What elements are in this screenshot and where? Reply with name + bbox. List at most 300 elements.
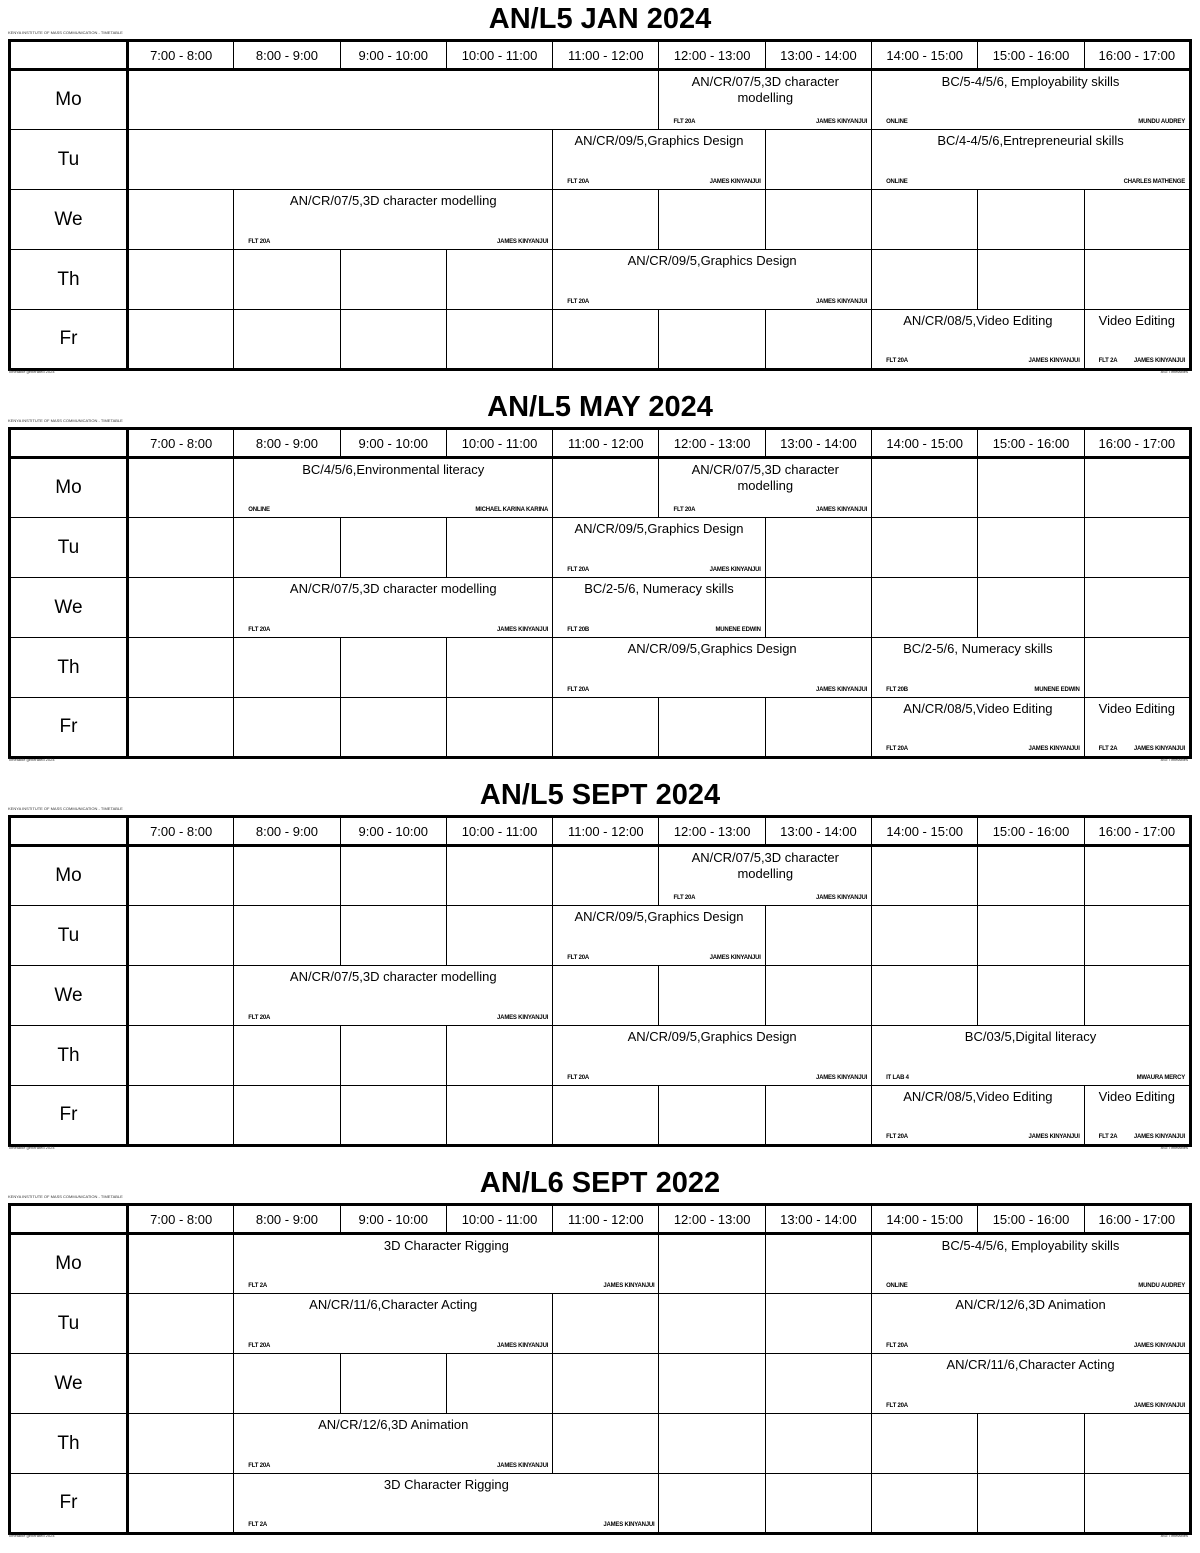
empty-slot bbox=[340, 518, 446, 578]
lesson-teacher: JAMES KINYANJUI bbox=[709, 567, 761, 573]
time-slot-header: 15:00 - 16:00 bbox=[978, 429, 1084, 458]
lesson-room: FLT 20A bbox=[886, 358, 908, 364]
time-slot-header: 14:00 - 15:00 bbox=[872, 41, 978, 70]
empty-slot bbox=[234, 250, 340, 310]
day-label: We bbox=[10, 578, 128, 638]
lesson-teacher: JAMES KINYANJUI bbox=[1133, 1343, 1185, 1349]
time-slot-header: 8:00 - 9:00 bbox=[234, 1205, 340, 1234]
lesson-subject: Video Editing bbox=[1098, 1089, 1176, 1104]
day-row bbox=[10, 518, 1191, 578]
empty-slot bbox=[553, 698, 659, 758]
empty-slot bbox=[553, 310, 659, 370]
lesson-teacher: JAMES KINYANJUI bbox=[1028, 358, 1080, 364]
lesson-room: FLT 20A bbox=[248, 1343, 271, 1349]
lesson-subject: AN/CR/09/5,Graphics Design bbox=[627, 253, 797, 268]
lesson-subject: AN/CR/11/6,Character Acting bbox=[946, 1357, 1115, 1372]
lesson-subject: AN/CR/11/6,Character Acting bbox=[309, 1297, 478, 1312]
time-slot-header: 12:00 - 13:00 bbox=[659, 41, 765, 70]
empty-slot bbox=[446, 518, 552, 578]
empty-slot bbox=[659, 310, 765, 370]
time-slot-header: 11:00 - 12:00 bbox=[553, 41, 659, 70]
lesson-teacher: JAMES KINYANJUI bbox=[1133, 1134, 1185, 1140]
lesson-teacher: JAMES KINYANJUI bbox=[709, 955, 761, 961]
day-row bbox=[10, 250, 1191, 310]
lesson-cell[interactable] bbox=[872, 130, 1191, 190]
empty-slot bbox=[553, 1354, 659, 1414]
lesson-subject: AN/CR/07/5,3D character modelling bbox=[289, 969, 497, 984]
timetable-title: AN/L6 SEPT 2022 bbox=[479, 1167, 721, 1199]
empty-slot bbox=[872, 846, 978, 906]
empty-slot bbox=[978, 578, 1084, 638]
empty-slot bbox=[978, 518, 1084, 578]
empty-slot bbox=[553, 458, 659, 518]
lesson-subject: Video Editing bbox=[1098, 701, 1176, 716]
empty-slot bbox=[446, 1354, 552, 1414]
empty-slot bbox=[765, 698, 871, 758]
empty-slot bbox=[978, 458, 1084, 518]
empty-slot bbox=[1084, 578, 1190, 638]
day-row bbox=[10, 1026, 1191, 1086]
lesson-teacher: JAMES KINYANJUI bbox=[1028, 746, 1080, 752]
empty-slot bbox=[765, 578, 871, 638]
day-label: Tu bbox=[10, 1294, 128, 1354]
empty-slot bbox=[1084, 906, 1190, 966]
timetable-block bbox=[0, 0, 1200, 380]
time-slot-header: 16:00 - 17:00 bbox=[1084, 429, 1190, 458]
lesson-subject: AN/CR/09/5,Graphics Design bbox=[574, 909, 744, 924]
empty-slot bbox=[1084, 250, 1190, 310]
lesson-teacher: JAMES KINYANJUI bbox=[1133, 358, 1185, 364]
empty-slot bbox=[234, 906, 340, 966]
empty-slot bbox=[1084, 638, 1190, 698]
empty-slot bbox=[659, 1086, 765, 1146]
lesson-room: ONLINE bbox=[886, 119, 908, 125]
empty-slot bbox=[128, 1354, 234, 1414]
empty-slot bbox=[978, 906, 1084, 966]
footer-generated-note: Timetable generated 2024 bbox=[8, 369, 55, 374]
lesson-cell[interactable] bbox=[659, 458, 872, 518]
empty-slot bbox=[659, 1234, 765, 1294]
lesson-room: FLT 20A bbox=[886, 1134, 908, 1140]
lesson-subject: AN/CR/07/5,3D character modelling bbox=[691, 74, 839, 105]
lesson-room: FLT 20A bbox=[567, 955, 590, 961]
empty-slot bbox=[659, 190, 765, 250]
day-row bbox=[10, 1474, 1191, 1534]
empty-slot bbox=[446, 698, 552, 758]
day-row bbox=[10, 310, 1191, 370]
lesson-cell[interactable] bbox=[553, 578, 766, 638]
empty-slot bbox=[128, 130, 553, 190]
lesson-cell[interactable] bbox=[872, 1234, 1191, 1294]
lesson-teacher: JAMES KINYANJUI bbox=[815, 119, 868, 125]
lesson-teacher: MUNENE EDWIN bbox=[1034, 687, 1080, 693]
timetable-block bbox=[0, 1164, 1200, 1544]
time-slot-header: 16:00 - 17:00 bbox=[1084, 41, 1190, 70]
empty-slot bbox=[765, 518, 871, 578]
lesson-teacher: MUNDU AUDREY bbox=[1138, 119, 1185, 125]
day-label: Fr bbox=[10, 1086, 128, 1146]
empty-slot bbox=[978, 1474, 1084, 1534]
lesson-teacher: JAMES KINYANJUI bbox=[815, 895, 868, 901]
lesson-teacher: JAMES KINYANJUI bbox=[497, 1343, 549, 1349]
empty-slot bbox=[872, 1414, 978, 1474]
time-slot-header: 15:00 - 16:00 bbox=[978, 817, 1084, 846]
lesson-cell[interactable] bbox=[659, 846, 872, 906]
empty-slot bbox=[978, 250, 1084, 310]
day-label: We bbox=[10, 966, 128, 1026]
lesson-subject: 3D Character Rigging bbox=[383, 1238, 509, 1253]
lesson-teacher: JAMES KINYANJUI bbox=[815, 507, 868, 513]
empty-slot bbox=[446, 310, 552, 370]
day-label: Mo bbox=[10, 846, 128, 906]
lesson-room: FLT 2A bbox=[248, 1283, 267, 1289]
lesson-teacher: JAMES KINYANJUI bbox=[815, 687, 868, 693]
day-label: Mo bbox=[10, 1234, 128, 1294]
lesson-room: ONLINE bbox=[886, 179, 908, 185]
empty-slot bbox=[765, 1294, 871, 1354]
lesson-subject: BC/4/5/6,Environmental literacy bbox=[302, 462, 485, 477]
empty-slot bbox=[765, 1354, 871, 1414]
empty-slot bbox=[128, 1086, 234, 1146]
lesson-cell[interactable] bbox=[234, 1234, 659, 1294]
footer-software-note: aSc Timetables bbox=[1160, 1145, 1188, 1150]
lesson-cell[interactable] bbox=[234, 190, 553, 250]
lesson-cell[interactable] bbox=[234, 458, 553, 518]
lesson-cell[interactable] bbox=[553, 638, 872, 698]
lesson-teacher: MUNENE EDWIN bbox=[715, 627, 761, 633]
lesson-cell[interactable] bbox=[553, 1026, 872, 1086]
empty-slot bbox=[659, 966, 765, 1026]
empty-slot bbox=[765, 1414, 871, 1474]
lesson-room: FLT 20A bbox=[567, 567, 590, 573]
institution-note: KENYA INSTITUTE OF MASS COMMUNICATION - TIMETABLE bbox=[8, 418, 123, 423]
lesson-cell[interactable] bbox=[234, 578, 553, 638]
lesson-teacher: JAMES KINYANJUI bbox=[497, 1463, 549, 1469]
footer-generated-note: Timetable generated 2024 bbox=[8, 1145, 55, 1150]
empty-slot bbox=[340, 846, 446, 906]
footer-software-note: aSc Timetables bbox=[1160, 1533, 1188, 1538]
time-slot-header: 10:00 - 11:00 bbox=[446, 1205, 552, 1234]
empty-slot bbox=[340, 1086, 446, 1146]
lesson-room: FLT 20A bbox=[248, 239, 271, 245]
empty-slot bbox=[446, 250, 552, 310]
lesson-cell[interactable] bbox=[872, 698, 1085, 758]
lesson-teacher: JAMES KINYANJUI bbox=[1133, 746, 1185, 752]
empty-slot bbox=[978, 966, 1084, 1026]
lesson-teacher: JAMES KINYANJUI bbox=[1133, 1403, 1185, 1409]
day-label: Tu bbox=[10, 130, 128, 190]
empty-slot bbox=[553, 190, 659, 250]
day-row bbox=[10, 1414, 1191, 1474]
lesson-teacher: JAMES KINYANJUI bbox=[603, 1522, 655, 1528]
empty-slot bbox=[128, 846, 234, 906]
empty-slot bbox=[872, 458, 978, 518]
lesson-subject: BC/4-4/5/6,Entrepreneurial skills bbox=[937, 133, 1124, 148]
empty-slot bbox=[128, 190, 234, 250]
lesson-room: FLT 20A bbox=[248, 1463, 271, 1469]
day-label: Fr bbox=[10, 698, 128, 758]
day-row bbox=[10, 966, 1191, 1026]
time-slot-header: 10:00 - 11:00 bbox=[446, 41, 552, 70]
empty-slot bbox=[128, 458, 234, 518]
empty-slot bbox=[1084, 1474, 1190, 1534]
timetable-block bbox=[0, 776, 1200, 1156]
time-slot-header: 8:00 - 9:00 bbox=[234, 429, 340, 458]
empty-slot bbox=[234, 846, 340, 906]
lesson-teacher: MWAURA MERCY bbox=[1136, 1075, 1185, 1081]
lesson-subject: AN/CR/09/5,Graphics Design bbox=[574, 133, 744, 148]
time-slot-header: 7:00 - 8:00 bbox=[128, 817, 234, 846]
empty-slot bbox=[659, 1414, 765, 1474]
lesson-cell[interactable] bbox=[553, 518, 766, 578]
empty-slot bbox=[446, 846, 552, 906]
day-label: Tu bbox=[10, 518, 128, 578]
empty-slot bbox=[765, 906, 871, 966]
lesson-subject: BC/03/5,Digital literacy bbox=[964, 1029, 1097, 1044]
lesson-subject: AN/CR/08/5,Video Editing bbox=[903, 1089, 1053, 1104]
day-label: Th bbox=[10, 1026, 128, 1086]
empty-slot bbox=[340, 250, 446, 310]
empty-slot bbox=[659, 698, 765, 758]
time-slot-header: 7:00 - 8:00 bbox=[128, 429, 234, 458]
empty-slot bbox=[978, 846, 1084, 906]
day-label: Th bbox=[10, 638, 128, 698]
day-label: Fr bbox=[10, 310, 128, 370]
timetable-grid bbox=[8, 427, 1192, 759]
empty-slot bbox=[659, 1474, 765, 1534]
day-row bbox=[10, 698, 1191, 758]
empty-slot bbox=[234, 1354, 340, 1414]
lesson-cell[interactable] bbox=[234, 1294, 553, 1354]
lesson-teacher: JAMES KINYANJUI bbox=[603, 1283, 655, 1289]
lesson-subject: 3D Character Rigging bbox=[383, 1477, 509, 1492]
empty-slot bbox=[1084, 458, 1190, 518]
empty-slot bbox=[446, 1026, 552, 1086]
time-slot-header: 9:00 - 10:00 bbox=[340, 41, 446, 70]
lesson-subject: BC/2-5/6, Numeracy skills bbox=[903, 641, 1053, 656]
day-row bbox=[10, 1354, 1191, 1414]
empty-slot bbox=[872, 578, 978, 638]
lesson-subject: Video Editing bbox=[1098, 313, 1176, 328]
lesson-teacher: MICHAEL KARINA KARINA bbox=[475, 507, 549, 513]
day-row bbox=[10, 1086, 1191, 1146]
empty-slot bbox=[234, 698, 340, 758]
empty-slot bbox=[765, 190, 871, 250]
empty-slot bbox=[128, 578, 234, 638]
institution-note: KENYA INSTITUTE OF MASS COMMUNICATION - TIMETABLE bbox=[8, 30, 123, 35]
empty-slot bbox=[553, 1414, 659, 1474]
corner-cell bbox=[10, 41, 128, 70]
lesson-subject: AN/CR/12/6,3D Animation bbox=[955, 1297, 1106, 1312]
empty-slot bbox=[340, 1354, 446, 1414]
empty-slot bbox=[659, 1294, 765, 1354]
lesson-room: FLT 20A bbox=[567, 1075, 590, 1081]
lesson-cell[interactable] bbox=[872, 1354, 1191, 1414]
timetable-grid bbox=[8, 815, 1192, 1147]
lesson-cell[interactable] bbox=[1084, 1086, 1190, 1146]
lesson-cell[interactable] bbox=[872, 1294, 1191, 1354]
lesson-subject: BC/2-5/6, Numeracy skills bbox=[584, 581, 734, 596]
lesson-cell[interactable] bbox=[872, 1026, 1191, 1086]
time-slot-header: 14:00 - 15:00 bbox=[872, 817, 978, 846]
lesson-cell[interactable] bbox=[872, 70, 1191, 130]
lesson-cell[interactable] bbox=[872, 1086, 1085, 1146]
day-label: Fr bbox=[10, 1474, 128, 1534]
day-row bbox=[10, 906, 1191, 966]
day-label: Tu bbox=[10, 906, 128, 966]
lesson-cell[interactable] bbox=[1084, 698, 1190, 758]
lesson-subject: AN/CR/08/5,Video Editing bbox=[903, 701, 1053, 716]
lesson-teacher: CHARLES MATHENGE bbox=[1123, 179, 1185, 185]
empty-slot bbox=[765, 310, 871, 370]
lesson-room: FLT 2A bbox=[1098, 1134, 1118, 1140]
lesson-room: FLT 20A bbox=[567, 179, 590, 185]
day-label: Th bbox=[10, 1414, 128, 1474]
empty-slot bbox=[872, 1474, 978, 1534]
empty-slot bbox=[340, 906, 446, 966]
empty-slot bbox=[553, 1086, 659, 1146]
lesson-room: ONLINE bbox=[886, 1283, 908, 1289]
empty-slot bbox=[1084, 190, 1190, 250]
time-slot-header: 9:00 - 10:00 bbox=[340, 1205, 446, 1234]
lesson-subject: AN/CR/07/5,3D character modelling bbox=[289, 581, 497, 596]
empty-slot bbox=[872, 966, 978, 1026]
lesson-teacher: JAMES KINYANJUI bbox=[497, 627, 549, 633]
empty-slot bbox=[446, 1086, 552, 1146]
lesson-room: FLT 20A bbox=[673, 507, 696, 513]
empty-slot bbox=[446, 638, 552, 698]
lesson-cell[interactable] bbox=[1084, 310, 1190, 370]
time-slot-header: 7:00 - 8:00 bbox=[128, 1205, 234, 1234]
empty-slot bbox=[1084, 518, 1190, 578]
lesson-cell[interactable] bbox=[553, 250, 872, 310]
empty-slot bbox=[446, 906, 552, 966]
lesson-teacher: JAMES KINYANJUI bbox=[709, 179, 761, 185]
day-row bbox=[10, 190, 1191, 250]
time-slot-header: 9:00 - 10:00 bbox=[340, 817, 446, 846]
lesson-subject: AN/CR/07/5,3D character modelling bbox=[691, 850, 839, 881]
lesson-cell[interactable] bbox=[234, 1474, 659, 1534]
empty-slot bbox=[553, 1294, 659, 1354]
lesson-room: FLT 20A bbox=[248, 1015, 271, 1021]
empty-slot bbox=[1084, 846, 1190, 906]
day-label: Mo bbox=[10, 70, 128, 130]
time-slot-header: 8:00 - 9:00 bbox=[234, 817, 340, 846]
timetable-title: AN/L5 MAY 2024 bbox=[487, 391, 713, 423]
empty-slot bbox=[765, 1234, 871, 1294]
footer-software-note: aSc Timetables bbox=[1160, 369, 1188, 374]
empty-slot bbox=[978, 1414, 1084, 1474]
day-label: We bbox=[10, 1354, 128, 1414]
timetable-title: AN/L5 SEPT 2024 bbox=[479, 779, 721, 811]
footer-generated-note: Timetable generated 2024 bbox=[8, 757, 55, 762]
time-slot-header: 10:00 - 11:00 bbox=[446, 429, 552, 458]
empty-slot bbox=[128, 1026, 234, 1086]
day-row bbox=[10, 578, 1191, 638]
empty-slot bbox=[340, 698, 446, 758]
lesson-room: FLT 20A bbox=[248, 627, 271, 633]
empty-slot bbox=[128, 310, 234, 370]
empty-slot bbox=[659, 1354, 765, 1414]
time-slot-header: 11:00 - 12:00 bbox=[553, 817, 659, 846]
time-slot-header: 7:00 - 8:00 bbox=[128, 41, 234, 70]
lesson-cell[interactable] bbox=[872, 310, 1085, 370]
day-label: Th bbox=[10, 250, 128, 310]
time-slot-header: 11:00 - 12:00 bbox=[553, 1205, 659, 1234]
empty-slot bbox=[765, 130, 871, 190]
lesson-subject: AN/CR/09/5,Graphics Design bbox=[574, 521, 744, 536]
lesson-subject: BC/5-4/5/6, Employability skills bbox=[941, 74, 1120, 89]
empty-slot bbox=[128, 966, 234, 1026]
empty-slot bbox=[1084, 1414, 1190, 1474]
empty-slot bbox=[765, 1086, 871, 1146]
time-slot-header: 12:00 - 13:00 bbox=[659, 817, 765, 846]
empty-slot bbox=[340, 638, 446, 698]
day-row bbox=[10, 458, 1191, 518]
empty-slot bbox=[128, 1474, 234, 1534]
lesson-cell[interactable] bbox=[553, 130, 766, 190]
lesson-cell[interactable] bbox=[234, 966, 553, 1026]
empty-slot bbox=[553, 966, 659, 1026]
empty-slot bbox=[128, 698, 234, 758]
lesson-room: FLT 20A bbox=[886, 1403, 908, 1409]
institution-note: KENYA INSTITUTE OF MASS COMMUNICATION - TIMETABLE bbox=[8, 1194, 123, 1199]
lesson-cell[interactable] bbox=[553, 906, 766, 966]
time-slot-header: 16:00 - 17:00 bbox=[1084, 817, 1190, 846]
footer-generated-note: Timetable generated 2024 bbox=[8, 1533, 55, 1538]
empty-slot bbox=[765, 1474, 871, 1534]
timetable-grid bbox=[8, 1203, 1192, 1535]
lesson-subject: BC/5-4/5/6, Employability skills bbox=[941, 1238, 1120, 1253]
lesson-cell[interactable] bbox=[872, 638, 1085, 698]
lesson-room: FLT 2A bbox=[248, 1522, 267, 1528]
empty-slot bbox=[234, 1086, 340, 1146]
time-slot-header: 15:00 - 16:00 bbox=[978, 1205, 1084, 1234]
time-slot-header: 12:00 - 13:00 bbox=[659, 1205, 765, 1234]
lesson-cell[interactable] bbox=[234, 1414, 553, 1474]
institution-note: KENYA INSTITUTE OF MASS COMMUNICATION - TIMETABLE bbox=[8, 806, 123, 811]
time-slot-header: 9:00 - 10:00 bbox=[340, 429, 446, 458]
empty-slot bbox=[553, 846, 659, 906]
day-row bbox=[10, 1294, 1191, 1354]
empty-slot bbox=[234, 518, 340, 578]
time-slot-header: 13:00 - 14:00 bbox=[765, 41, 871, 70]
lesson-teacher: JAMES KINYANJUI bbox=[497, 1015, 549, 1021]
lesson-room: FLT 20A bbox=[567, 299, 590, 305]
empty-slot bbox=[340, 310, 446, 370]
lesson-room: FLT 20A bbox=[567, 687, 590, 693]
empty-slot bbox=[234, 310, 340, 370]
corner-cell bbox=[10, 429, 128, 458]
empty-slot bbox=[128, 1414, 234, 1474]
lesson-subject: AN/CR/09/5,Graphics Design bbox=[627, 1029, 797, 1044]
empty-slot bbox=[872, 190, 978, 250]
time-slot-header: 10:00 - 11:00 bbox=[446, 817, 552, 846]
day-label: We bbox=[10, 190, 128, 250]
lesson-teacher: MUNDU AUDREY bbox=[1138, 1283, 1185, 1289]
corner-cell bbox=[10, 817, 128, 846]
empty-slot bbox=[128, 906, 234, 966]
lesson-subject: AN/CR/08/5,Video Editing bbox=[903, 313, 1053, 328]
empty-slot bbox=[872, 906, 978, 966]
lesson-cell[interactable] bbox=[659, 70, 872, 130]
timetable-block bbox=[0, 388, 1200, 768]
time-slot-header: 13:00 - 14:00 bbox=[765, 817, 871, 846]
time-slot-header: 13:00 - 14:00 bbox=[765, 1205, 871, 1234]
empty-slot bbox=[872, 250, 978, 310]
lesson-room: FLT 20B bbox=[886, 687, 908, 693]
empty-slot bbox=[128, 1294, 234, 1354]
